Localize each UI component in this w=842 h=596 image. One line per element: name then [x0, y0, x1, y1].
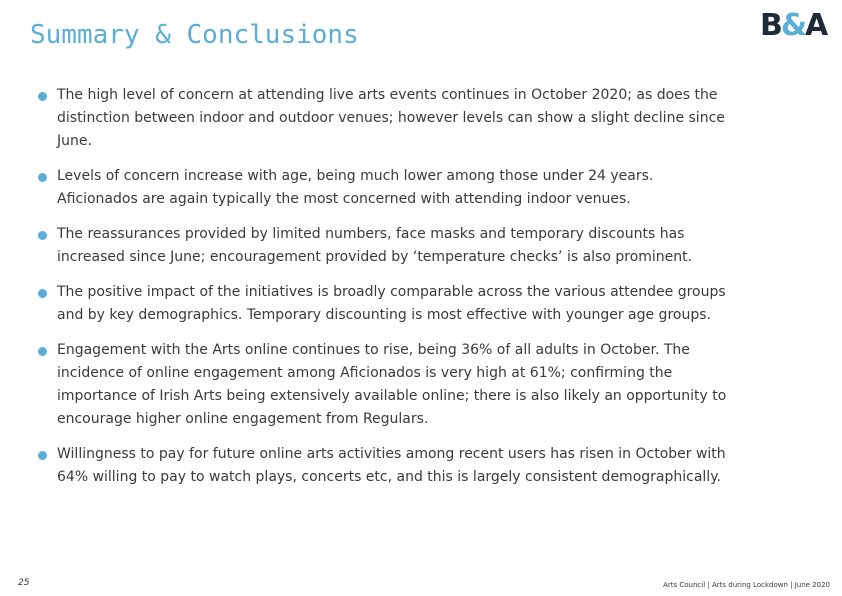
- conclusion-text: The high level of concern at attending live arts events continues in October 2020; as does the distinction between indoor and outdoor venues; however levels can show a slight decline since June.: [57, 87, 725, 149]
- logo-letter-b: B: [760, 8, 781, 43]
- bullet-dot-icon: [38, 289, 47, 298]
- conclusion-item-6: [38, 443, 728, 489]
- bullet-dot-icon: [38, 347, 47, 356]
- conclusion-item-4: [38, 281, 728, 327]
- conclusion-text: Willingness to pay for future online arts activities among recent users has risen in October with 64% willing to pay to watch plays, concerts etc, and this is largely consistent demographically.: [57, 446, 726, 485]
- bullet-dot-icon: [38, 451, 47, 460]
- conclusion-text: The reassurances provided by limited numbers, face masks and temporary discounts has increased since June; encouragement provided by ‘temperature checks’ is also prominent.: [57, 226, 693, 265]
- footer-text: Arts Council | Arts during Lockdown | June 2020: [663, 581, 830, 589]
- conclusion-text: The positive impact of the initiatives is broadly comparable across the various attendee groups and by key demographics. Temporary discounting is most effective with younger age groups.: [57, 284, 726, 323]
- page-title: Summary & Conclusions: [30, 20, 359, 50]
- conclusion-item-3: [38, 223, 728, 269]
- conclusion-item-1: [38, 84, 728, 153]
- conclusion-text: Levels of concern increase with age, being much lower among those under 24 years. Aficionados are again typically the most concerned with attending indoor venues.: [57, 168, 654, 207]
- conclusion-text: Engagement with the Arts online continues to rise, being 36% of all adults in October. The incidence of online engagement among Aficionados is very high at 61%; confirming the importance of Irish Arts being extensively available online; there is also likely an opportunity to encourage higher online engagement from Regulars.: [57, 342, 727, 427]
- logo-letter-a: A: [805, 8, 827, 43]
- bullet-dot-icon: [38, 231, 47, 240]
- bullet-dot-icon: [38, 92, 47, 101]
- conclusion-item-2: [38, 165, 728, 211]
- conclusions-list: [38, 84, 728, 501]
- page-number: 25: [18, 578, 30, 588]
- conclusion-item-5: [38, 339, 728, 431]
- bullet-dot-icon: [38, 173, 47, 182]
- company-logo: [760, 8, 826, 44]
- logo-ampersand: &: [780, 8, 806, 43]
